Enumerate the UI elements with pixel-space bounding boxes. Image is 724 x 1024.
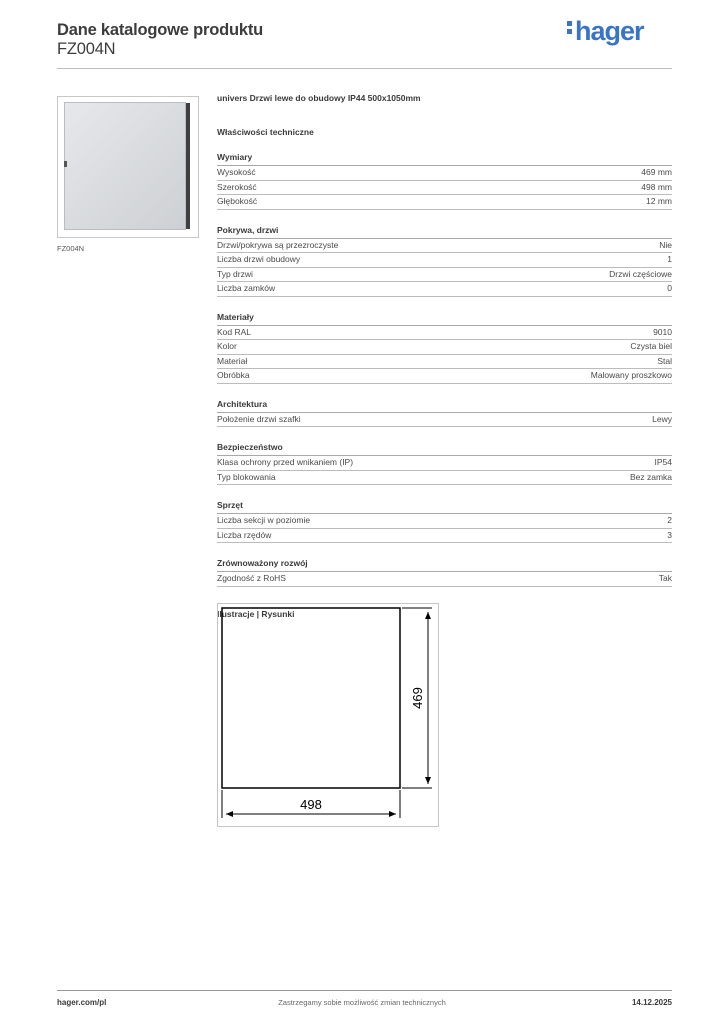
group-title: Sprzęt [217,500,672,514]
property-label: Kod RAL [217,326,252,337]
door-image-icon [64,102,186,230]
property-row [217,340,672,355]
width-label: 498 [300,797,322,812]
thumbnail-caption: FZ004N [57,244,85,253]
property-value: IP54 [654,457,672,467]
illustrations-title: Ilustracje | Rysunki [217,608,295,619]
hager-logo[interactable] [567,13,644,49]
group-title: Architektura [217,399,672,413]
logo-dots-icon [567,18,572,37]
property-row [217,268,672,283]
property-row [217,355,672,370]
property-row [217,253,672,268]
property-row [217,369,672,384]
property-row [217,413,672,428]
product-code: FZ004N [57,40,116,58]
property-group [217,442,672,485]
group-title: Pokrywa, drzwi [217,225,672,239]
property-value: Czysta biel [630,341,672,351]
property-groups [217,152,672,587]
property-label: Typ blokowania [217,471,276,482]
product-description: univers Drzwi lewe do obudowy IP44 500x1050mm [217,93,421,103]
property-row [217,572,672,587]
property-group [217,152,672,210]
property-label: Liczba rzędów [217,529,272,540]
property-value: 12 mm [646,196,672,206]
property-row [217,514,672,529]
property-value: Tak [658,573,672,583]
property-row [217,181,672,196]
property-value: Lewy [652,413,672,424]
logo-text: hager [575,16,644,46]
height-label: 469 [410,687,425,709]
property-row [217,456,672,471]
property-value: 0 [667,283,672,293]
door-edge [186,103,190,229]
technical-data [217,93,672,619]
property-label: Wysokość [217,167,256,177]
property-row [217,166,672,181]
property-row [217,282,672,297]
product-thumbnail [57,96,199,238]
property-group [217,312,672,384]
property-label: Typ drzwi [217,268,253,279]
property-value: Stal [657,355,672,366]
property-row [217,471,672,486]
property-value: Drzwi częściowe [609,268,672,279]
door-outline [222,608,400,788]
property-label: Położenie drzwi szafki [217,413,301,424]
property-label: Liczba zamków [217,283,276,293]
property-group [217,225,672,297]
property-value: Malowany proszkowo [590,370,672,380]
property-label: Zgodność z RoHS [217,573,286,583]
property-label: Szerokość [217,181,257,192]
property-row [217,195,672,210]
property-group [217,558,672,587]
property-row [217,326,672,341]
property-value: Nie [659,239,672,250]
property-label: Głębokość [217,196,258,206]
property-label: Kolor [217,341,237,351]
property-row [217,239,672,254]
footer-date: 14.12.2025 [631,998,672,1007]
property-value: 1 [667,254,672,264]
footer-disclaimer: Zastrzegamy sobie możliwość zmian technicznych [278,998,446,1007]
property-group [217,500,672,543]
footer-website-link[interactable]: hager.com/pl [57,998,107,1007]
door-handle [64,161,67,167]
property-group [217,399,672,428]
page-title: Dane katalogowe produktu [57,21,264,39]
group-title: Bezpieczeństwo [217,442,672,456]
property-label: Klasa ochrony przed wnikaniem (IP) [217,457,354,467]
property-value: 9010 [653,326,672,337]
dimension-drawing [217,603,439,827]
header-divider [57,68,672,69]
property-label: Liczba sekcji w poziomie [217,515,311,525]
technical-properties-title: Właściwości techniczne [217,127,314,137]
group-title: Materiały [217,312,672,326]
property-label: Obróbka [217,370,250,380]
footer-divider [57,990,672,991]
property-label: Liczba drzwi obudowy [217,254,301,264]
property-value: 498 mm [641,181,672,192]
group-title: Wymiary [217,152,672,166]
property-row [217,529,672,544]
property-label: Materiał [217,355,248,366]
group-title: Zrównoważony rozwój [217,558,672,572]
property-value: 3 [667,529,672,540]
property-value: 2 [667,515,672,525]
property-value: Bez zamka [629,471,672,482]
property-value: 469 mm [641,167,672,177]
dimension-drawing-svg [218,604,438,826]
property-label: Drzwi/pokrywa są przezroczyste [217,239,339,250]
